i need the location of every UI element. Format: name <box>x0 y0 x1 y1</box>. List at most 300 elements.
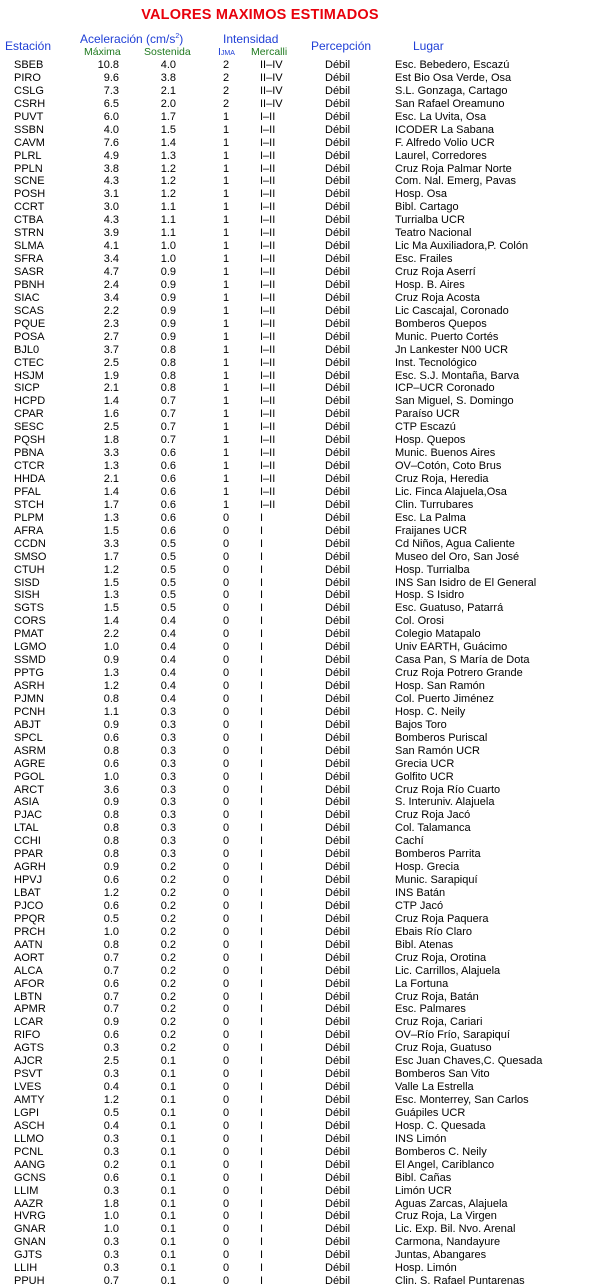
location: Cruz Roja, Orotina <box>395 951 487 964</box>
intensity-mercalli: I <box>260 537 264 550</box>
intensity-mercalli: I <box>260 1184 264 1197</box>
location: CTP Jacó <box>395 899 444 912</box>
station-code: SISH <box>14 589 40 602</box>
location: Lic. Carrillos, Alajuela <box>395 964 501 977</box>
intensity-ijma: 0 <box>222 1106 230 1119</box>
perception: Débil <box>325 925 351 938</box>
table-row <box>0 266 590 279</box>
station-code: LCAR <box>14 1016 44 1029</box>
intensity-mercalli: I–II <box>260 214 276 227</box>
table-row <box>0 564 590 577</box>
intensity-ijma: 1 <box>222 136 230 149</box>
accel-max: 1.0 <box>103 1223 119 1236</box>
header-aceleracion-close: ) <box>179 32 184 46</box>
intensity-mercalli: I <box>260 1055 264 1068</box>
accel-max: 0.8 <box>103 744 119 757</box>
perception: Débil <box>325 757 351 770</box>
location: San Miguel, S. Domingo <box>395 395 514 408</box>
intensity-ijma: 1 <box>222 123 230 136</box>
location: Clin. S. Rafael Puntarenas <box>395 1275 525 1288</box>
station-code: SIAC <box>14 291 40 304</box>
intensity-ijma: 0 <box>222 990 230 1003</box>
accel-sostenida: 0.2 <box>160 990 176 1003</box>
perception: Débil <box>325 1068 351 1081</box>
perception: Débil <box>325 1132 351 1145</box>
location: Cruz Roja Palmar Norte <box>395 162 512 175</box>
accel-max: 0.5 <box>103 912 119 925</box>
intensity-mercalli: I–II <box>260 123 276 136</box>
location: Lic Ma Auxiliadora,P. Colón <box>395 240 529 253</box>
accel-sostenida: 0.2 <box>160 925 176 938</box>
accel-sostenida: 0.1 <box>160 1184 176 1197</box>
station-code: SFRA <box>14 253 44 266</box>
accel-sostenida: 0.4 <box>160 615 176 628</box>
table-row <box>0 460 590 473</box>
accel-max: 4.3 <box>103 214 119 227</box>
table-row <box>0 434 590 447</box>
accel-sostenida: 0.1 <box>160 1275 176 1288</box>
intensity-mercalli: I <box>260 757 264 770</box>
intensity-ijma: 0 <box>222 615 230 628</box>
station-code: ALCA <box>14 964 43 977</box>
intensity-mercalli: I–II <box>260 162 276 175</box>
intensity-mercalli: I <box>260 861 264 874</box>
perception: Débil <box>325 1029 351 1042</box>
perception: Débil <box>325 278 351 291</box>
perception: Débil <box>325 705 351 718</box>
header-aceleracion <box>80 32 183 46</box>
accel-sostenida: 1.2 <box>160 162 176 175</box>
intensity-mercalli: I <box>260 1119 264 1132</box>
accel-max: 0.8 <box>103 809 119 822</box>
accel-max: 0.7 <box>103 1275 119 1288</box>
accel-max: 1.3 <box>103 589 119 602</box>
station-code: LGPI <box>14 1106 40 1119</box>
location: Bomberos Parrita <box>395 848 481 861</box>
intensity-mercalli: I–II <box>260 382 276 395</box>
perception: Débil <box>325 149 351 162</box>
station-code: LLIH <box>14 1262 38 1275</box>
perception: Débil <box>325 1158 351 1171</box>
station-code: PIRO <box>14 71 41 84</box>
intensity-ijma: 1 <box>222 485 230 498</box>
perception: Débil <box>325 667 351 680</box>
table-row <box>0 861 590 874</box>
table-row <box>0 926 590 939</box>
station-code: HVRG <box>14 1210 46 1223</box>
intensity-mercalli: I <box>260 977 264 990</box>
intensity-ijma: 0 <box>222 770 230 783</box>
header-estacion: Estación <box>5 39 52 53</box>
accel-sostenida: 0.9 <box>160 330 176 343</box>
intensity-mercalli: I <box>260 1081 264 1094</box>
table-row <box>0 667 590 680</box>
intensity-mercalli: I <box>260 925 264 938</box>
header-intensidad: Intensidad <box>223 32 279 46</box>
intensity-mercalli: I <box>260 692 264 705</box>
location: Bibl. Atenas <box>395 938 454 951</box>
accel-sostenida: 0.3 <box>160 744 176 757</box>
accel-sostenida: 0.3 <box>160 757 176 770</box>
location: Hosp. Turrialba <box>395 563 470 576</box>
perception: Débil <box>325 912 351 925</box>
perception: Débil <box>325 1081 351 1094</box>
intensity-ijma: 1 <box>222 408 230 421</box>
perception: Débil <box>325 563 351 576</box>
intensity-mercalli: I <box>260 705 264 718</box>
accel-sostenida: 0.1 <box>160 1158 176 1171</box>
intensity-ijma: 2 <box>222 97 230 110</box>
station-code: PBNH <box>14 278 45 291</box>
accel-max: 1.0 <box>103 641 119 654</box>
accel-sostenida: 0.1 <box>160 1262 176 1275</box>
accel-sostenida: 0.2 <box>160 977 176 990</box>
location: Laurel, Corredores <box>395 149 487 162</box>
location: Munic. Puerto Cortés <box>395 330 499 343</box>
location: Col. Orosi <box>395 615 444 628</box>
station-code: CPAR <box>14 408 44 421</box>
intensity-mercalli: I <box>260 1210 264 1223</box>
table-row <box>0 137 590 150</box>
stations-table <box>0 59 590 1288</box>
location: Hosp. Quepos <box>395 434 466 447</box>
accel-sostenida: 0.2 <box>160 938 176 951</box>
station-code: CAVM <box>14 136 45 149</box>
table-row <box>0 706 590 719</box>
station-code: PGOL <box>14 770 45 783</box>
intensity-ijma: 1 <box>222 343 230 356</box>
perception: Débil <box>325 1106 351 1119</box>
accel-sostenida: 0.9 <box>160 304 176 317</box>
intensity-ijma: 0 <box>222 809 230 822</box>
accel-max: 1.3 <box>103 667 119 680</box>
intensity-mercalli: I <box>260 1094 264 1106</box>
station-code: LTAL <box>14 822 39 835</box>
accel-max: 2.3 <box>103 317 119 330</box>
location: Esc. Bebedero, Escazú <box>395 59 510 71</box>
perception: Débil <box>325 240 351 253</box>
intensity-ijma: 1 <box>222 447 230 460</box>
perception: Débil <box>325 460 351 473</box>
intensity-mercalli: I–II <box>260 240 276 253</box>
accel-sostenida: 0.2 <box>160 951 176 964</box>
accel-sostenida: 0.2 <box>160 887 176 899</box>
accel-max: 3.6 <box>103 783 119 796</box>
perception: Débil <box>325 615 351 628</box>
accel-max: 2.2 <box>103 628 119 641</box>
accel-sostenida: 0.1 <box>160 1197 176 1210</box>
table-row <box>0 602 590 615</box>
perception: Débil <box>325 1210 351 1223</box>
location: F. Alfredo Volio UCR <box>395 136 495 149</box>
accel-max: 0.3 <box>103 1132 119 1145</box>
intensity-mercalli: I–II <box>260 317 276 330</box>
table-row <box>0 214 590 227</box>
station-code: BJL0 <box>14 343 40 356</box>
table-row <box>0 874 590 887</box>
intensity-ijma: 0 <box>222 938 230 951</box>
intensity-mercalli: I <box>260 1275 264 1288</box>
intensity-mercalli: I–II <box>260 291 276 304</box>
location: San Rafael Oreamuno <box>395 97 505 110</box>
accel-sostenida: 0.9 <box>160 317 176 330</box>
intensity-mercalli: I <box>260 615 264 628</box>
accel-sostenida: 3.8 <box>160 71 176 84</box>
perception: Débil <box>325 214 351 227</box>
accel-sostenida: 0.8 <box>160 356 176 369</box>
table-row <box>0 1107 590 1120</box>
perception: Débil <box>325 1171 351 1184</box>
location: Esc. Palmares <box>395 1003 466 1016</box>
accel-max: 1.4 <box>103 395 119 408</box>
table-row <box>0 59 590 72</box>
station-code: CTBA <box>14 214 44 227</box>
accel-sostenida: 0.2 <box>160 912 176 925</box>
perception: Débil <box>325 408 351 421</box>
header-maxima: Máxima <box>84 46 121 58</box>
table-row <box>0 1262 590 1275</box>
station-code: CCHI <box>14 835 41 848</box>
table-row <box>0 421 590 434</box>
accel-sostenida: 0.5 <box>160 602 176 615</box>
intensity-ijma: 1 <box>222 162 230 175</box>
intensity-mercalli: I <box>260 887 264 899</box>
table-row <box>0 628 590 641</box>
intensity-ijma: 1 <box>222 473 230 485</box>
station-code: HSJM <box>14 369 44 382</box>
location: Cruz Roja Aserrí <box>395 266 476 278</box>
accel-sostenida: 0.5 <box>160 550 176 563</box>
station-code: SESC <box>14 421 44 434</box>
header-ijma-main: I <box>218 46 221 58</box>
perception: Débil <box>325 848 351 861</box>
location: Esc. La Uvita, Osa <box>395 110 487 123</box>
station-code: POSH <box>14 188 46 201</box>
location: Cruz Roja, La Virgen <box>395 1210 497 1223</box>
intensity-mercalli: I–II <box>260 136 276 149</box>
intensity-ijma: 0 <box>222 796 230 809</box>
perception: Débil <box>325 1042 351 1055</box>
perception: Débil <box>325 783 351 796</box>
perception: Débil <box>325 589 351 602</box>
station-code: HCPD <box>14 395 46 408</box>
location: Carmona, Nandayure <box>395 1236 501 1249</box>
accel-max: 3.4 <box>103 253 119 266</box>
table-row <box>0 680 590 693</box>
location: ICP–UCR Coronado <box>395 382 495 395</box>
accel-sostenida: 0.3 <box>160 705 176 718</box>
accel-max: 3.4 <box>103 291 119 304</box>
perception: Débil <box>325 744 351 757</box>
location: Paraíso UCR <box>395 408 460 421</box>
accel-sostenida: 0.2 <box>160 874 176 887</box>
intensity-ijma: 1 <box>222 253 230 266</box>
location: Esc Juan Chaves,C. Quesada <box>395 1055 543 1068</box>
accel-max: 7.6 <box>103 136 119 149</box>
perception: Débil <box>325 447 351 460</box>
intensity-ijma: 1 <box>222 356 230 369</box>
accel-sostenida: 0.1 <box>160 1145 176 1158</box>
station-code: SMSO <box>14 550 47 563</box>
table-row <box>0 538 590 551</box>
accel-sostenida: 0.3 <box>160 822 176 835</box>
intensity-mercalli: II–IV <box>260 84 283 97</box>
intensity-mercalli: I <box>260 770 264 783</box>
intensity-ijma: 0 <box>222 731 230 744</box>
table-row <box>0 1094 590 1107</box>
location: Esc. Guatuso, Patarrá <box>395 602 504 615</box>
intensity-mercalli: I–II <box>260 485 276 498</box>
intensity-ijma: 0 <box>222 822 230 835</box>
station-code: AATN <box>14 938 43 951</box>
table-row <box>0 331 590 344</box>
location: Cachí <box>395 835 424 848</box>
intensity-ijma: 1 <box>222 266 230 278</box>
table-row <box>0 1185 590 1198</box>
intensity-mercalli: I <box>260 1236 264 1249</box>
intensity-ijma: 0 <box>222 1249 230 1262</box>
station-code: PUVT <box>14 110 44 123</box>
perception: Débil <box>325 550 351 563</box>
accel-sostenida: 0.5 <box>160 576 176 589</box>
location: Limón UCR <box>395 1184 452 1197</box>
perception: Débil <box>325 97 351 110</box>
station-code: ASRH <box>14 680 45 692</box>
accel-max: 1.3 <box>103 460 119 473</box>
table-row <box>0 408 590 421</box>
table-row <box>0 577 590 590</box>
station-code: STRN <box>14 227 44 240</box>
station-code: PPTG <box>14 667 44 680</box>
station-code: PQUE <box>14 317 46 330</box>
table-row <box>0 370 590 383</box>
station-code: CTCR <box>14 460 45 473</box>
station-code: PLRL <box>14 149 42 162</box>
table-row <box>0 98 590 111</box>
accel-sostenida: 0.7 <box>160 421 176 434</box>
station-code: SICP <box>14 382 40 395</box>
intensity-mercalli: I–II <box>260 227 276 240</box>
intensity-ijma: 0 <box>222 641 230 654</box>
accel-max: 0.3 <box>103 1184 119 1197</box>
station-code: SSMD <box>14 654 46 667</box>
station-code: AGRH <box>14 861 46 874</box>
perception: Débil <box>325 59 351 71</box>
accel-sostenida: 0.2 <box>160 861 176 874</box>
table-row <box>0 654 590 667</box>
station-code: AGTS <box>14 1042 44 1055</box>
intensity-mercalli: I <box>260 628 264 641</box>
intensity-mercalli: I <box>260 589 264 602</box>
intensity-mercalli: I <box>260 783 264 796</box>
accel-max: 0.4 <box>103 1081 119 1094</box>
station-code: AORT <box>14 951 45 964</box>
location: OV–Cotón, Coto Brus <box>395 460 502 473</box>
perception: Débil <box>325 964 351 977</box>
table-row <box>0 589 590 602</box>
perception: Débil <box>325 473 351 485</box>
intensity-mercalli: I <box>260 912 264 925</box>
intensity-ijma: 0 <box>222 964 230 977</box>
table-row <box>0 822 590 835</box>
intensity-mercalli: I <box>260 1249 264 1262</box>
intensity-mercalli: I <box>260 990 264 1003</box>
accel-max: 1.2 <box>103 680 119 692</box>
perception: Débil <box>325 395 351 408</box>
accel-max: 0.7 <box>103 951 119 964</box>
accel-max: 1.7 <box>103 498 119 511</box>
accel-max: 7.3 <box>103 84 119 97</box>
perception: Débil <box>325 421 351 434</box>
table-row <box>0 1223 590 1236</box>
location: Grecia UCR <box>395 757 455 770</box>
intensity-mercalli: I <box>260 1262 264 1275</box>
station-code: SISD <box>14 576 40 589</box>
intensity-ijma: 0 <box>222 537 230 550</box>
station-code: PJCO <box>14 899 44 912</box>
header-aceleracion-sup: 2 <box>175 33 180 40</box>
table-row <box>0 357 590 370</box>
intensity-mercalli: I–II <box>260 201 276 214</box>
intensity-ijma: 0 <box>222 563 230 576</box>
intensity-ijma: 0 <box>222 705 230 718</box>
location: Hosp. Grecia <box>395 861 460 874</box>
accel-sostenida: 0.1 <box>160 1055 176 1068</box>
perception: Débil <box>325 162 351 175</box>
accel-sostenida: 0.1 <box>160 1119 176 1132</box>
perception: Débil <box>325 951 351 964</box>
intensity-mercalli: I–II <box>260 460 276 473</box>
accel-max: 1.2 <box>103 887 119 899</box>
location: Cruz Roja Jacó <box>395 809 471 822</box>
table-row <box>0 318 590 331</box>
accel-sostenida: 0.3 <box>160 770 176 783</box>
intensity-mercalli: I <box>260 1106 264 1119</box>
station-code: PCNL <box>14 1145 44 1158</box>
accel-sostenida: 0.1 <box>160 1210 176 1223</box>
intensity-mercalli: I–II <box>260 356 276 369</box>
accel-max: 4.3 <box>103 175 119 188</box>
intensity-mercalli: I <box>260 602 264 615</box>
accel-sostenida: 1.4 <box>160 136 176 149</box>
location: Cd Niños, Agua Caliente <box>395 537 515 550</box>
location: Cruz Roja, Cariari <box>395 1016 483 1029</box>
station-code: AFOR <box>14 977 45 990</box>
intensity-mercalli: I <box>260 899 264 912</box>
accel-sostenida: 0.6 <box>160 473 176 485</box>
accel-sostenida: 0.2 <box>160 1016 176 1029</box>
intensity-ijma: 0 <box>222 861 230 874</box>
station-code: PRCH <box>14 925 46 938</box>
table-row <box>0 525 590 538</box>
perception: Débil <box>325 369 351 382</box>
accel-sostenida: 0.4 <box>160 654 176 667</box>
perception: Débil <box>325 291 351 304</box>
table-row <box>0 395 590 408</box>
perception: Débil <box>325 1197 351 1210</box>
station-code: ASRM <box>14 744 46 757</box>
table-row <box>0 719 590 732</box>
location: Juntas, Abangares <box>395 1249 487 1262</box>
accel-max: 0.9 <box>103 796 119 809</box>
perception: Débil <box>325 899 351 912</box>
station-code: PFAL <box>14 485 41 498</box>
location: Univ EARTH, Guácimo <box>395 641 508 654</box>
intensity-ijma: 1 <box>222 317 230 330</box>
intensity-ijma: 1 <box>222 460 230 473</box>
accel-max: 0.7 <box>103 990 119 1003</box>
location: Hosp. San Ramón <box>395 680 485 692</box>
